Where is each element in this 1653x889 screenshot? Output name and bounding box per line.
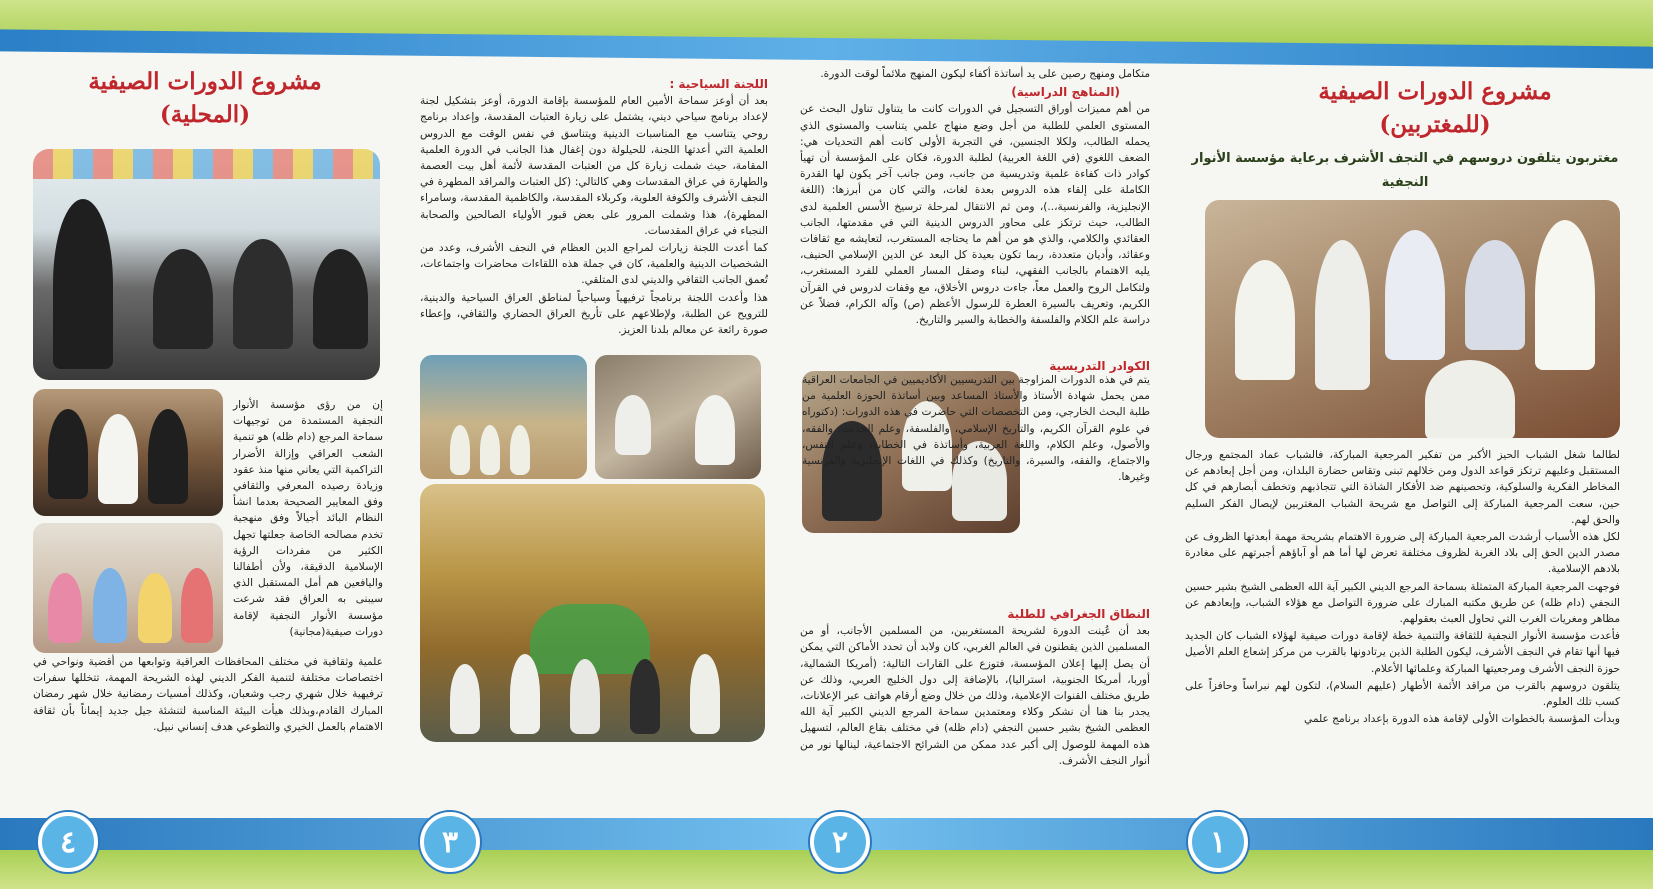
page4-wide-body: [33, 654, 383, 736]
page3-photo-group-mosque: [420, 355, 587, 479]
page1-paragraph: لطالما شغل الشباب الحيز الأكبر من تفكير المرجعية المباركة، فالشباب عماد المجتمع ورجال المستقبل وعليهم ترتكز قواعد الدول ومن خلالهم تبنى وتقاس حضارة البلدان، ومن أجل إبعادهم عن المخاطر الفكرية والسلوكية، وتحصينهم ضد الأفكار الشاذة التي تتجاذبهم وتخطف أبصارهم في كل حين، سعت المرجعية المباركة إلى التواصل مع شريحة الشباب المغتربين لإيصال الفكر السليم والحق لهم.: [1185, 449, 1620, 526]
page2-geography-text: بعد أن عُينت الدورة لشريحة المستغربين، من المسلمين الأجانب، أو من المسلمين الذين يقطنون في العالم الغربي، كان ولابد أن تحدد الأماكن التي يمكن أن يصل إليها إعلان المؤسسة، فتوزع على القارات التالية: (أمريكا الشمالية، أوربا، أمريكا الجنوبية، استراليا)، بالإضافة إلى دول الخليج العربي، وذلك عن طريق مختلف القنوات الإعلامية، وذلك من خلال وضع أرقام هواتف عبر الإعلانات، يجدر بنا هنا أن نشكر وكلاء ومعتمدين سماحة المرجع الديني الكبير آية الله العظمى الشيخ بشير حسين النجفي (دام ظله) في مختلف بقاع العالم، لتسهيل هذه المهمة للوصول إلى أكبر عدد ممكن من الشرائح الاجتماعية، لينالها نور من أنوار النجف الأشرف.: [800, 625, 1150, 767]
page1-paragraph: وبدأت المؤسسة بالخطوات الأولى لإقامة هذه الدورة بإعداد برنامج علمي: [1304, 713, 1620, 726]
page2-staff-body: [802, 372, 1150, 486]
page2-curriculum-text: من أهم مميزات أوراق التسجيل في الدورات كانت ما يتناول تناول البحث عن المستوى العلمي للطلبة من أجل وضع منهاج علمي يتناسب والمستوى الذي يحمله الطالب، ولكلا الجنسين، في التجربة الأولى كانت أهم التحديات هي: الضعف اللغوي (في اللغة العربية) لطلبة الدورة، فكان على المؤسسة أن تهيأ كوادر ذات كفاءة علمية وتدريسية من جانب، ومن جانب آخر يكون لها القدرة الكاملة على إلقاء هذه الدروس بعدة لغات، والتي كان من أبرزها: (اللغة الإنجليزية، والفرنسية،..)، ومن ثم الانتقال لمرحلة ترسيخ الأسس العلمية لدى الطالب، حيث ترتكز على محاور الدروس الدينية التي في مقدمتها، الجانب العقائدي والكلامي، والذي هو من أهم ما يحتاجه المستغرب، لتعايشه مع ثقافات وعقائد، وأديان متعددة، ربما تكون بعيدة كل البعد عن الدين الإسلامي الحنيف، يليه الاهتمام بالجانب الفقهي، لبناء وصقل المسار العملي للفرد المستغرب، ولتكامل الروح والعمل معاً، جاءت دروس الأخلاق، مع وقفات لدروس في القرآن الكريم، وتعريف بالسيرة العطرة للرسول الأعظم (ص) وآله الكرام، فضلاً عن دراسة علم الكلام والفلسفة والخطابة والسير والتاريخ.: [800, 103, 1150, 327]
page2-heading-staff: الكوادر التدريسية: [1049, 359, 1150, 373]
page4-title-line1: مشروع الدورات الصيفية: [88, 68, 322, 95]
page4-photo-girls-group: [33, 389, 223, 516]
page3-paragraph: بعد أن أوعز سماحة الأمين العام للمؤسسة بإقامة الدورة، أوعز بتشكيل لجنة لإعداد برنامج سياحي ديني، يشتمل على زيارة العتبات المقدسة، وإعداد برنامج روحي يتناسب مع المناسبات الدينية ويتناسق في نفس الوقت مع الدروس العلمية التي أعدتها اللجنة، للحيلولة دون إغفال هذا الجانب في الدورة العلمية المقامة، حيث شملت زيارة كل من العتبات المقدسة لأئمة أهل بيت العصمة والطهارة في عراق المقدسات وهي كالتالي: (كل العتبات والمراقد المطهرة في النجف الأشرف والكوفة العلوية، وكربلاء المقدسة، والكاظمية المقدسة، وسامراء المطهرة)، هذا وشملت المرور على بعض قبور الأولياء الصالحين والصحابة النجباء في عراق المقدسات.: [420, 95, 768, 237]
page4-title: [40, 66, 370, 132]
page2-heading-geography: النطاق الجغرافي للطلبة: [1007, 607, 1150, 621]
page3-paragraph: كما أعدت اللجنة زيارات لمراجع الدين العظام في النجف الأشرف، وعدد من الشخصيات الدينية والعلمية، كان في جملة هذه اللقاءات محاضرات واجتماعات، تُعمق الجانب الثقافي والديني لدى المتلقي.: [420, 242, 768, 287]
page1-paragraph: فأعدت مؤسسة الأنوار النجفية للثقافة والتنمية خطة لإقامة دورات صيفية لهؤلاء الشباب كان الجديد فيها أنها تقام في النجف الأشرف، ليكون الطلبة الذين يرتادونها بالقرب من مركز إشعاع العلم الأصيل حوزة النجف الأشرف ومرجعيتها المباركة وعلمائها الأعلام.: [1185, 630, 1620, 675]
page2-intro: متكامل ومنهج رصين على يد أساتذة أكفاء ليكون المنهج ملائماً لوقت الدورة.: [820, 68, 1150, 80]
page1-title-line2: (للمغتربين): [1379, 111, 1491, 138]
page1-subtitle: مغتربون يتلقون دروسهم في النجف الأشرف برعاية مؤسسة الأنوار النجفية: [1191, 151, 1619, 190]
page3-top: [420, 74, 768, 339]
page2-bottom: [800, 604, 1150, 770]
page3-heading-tourism: اللجنة السياحية :: [669, 77, 768, 91]
page4-photo-girls-classroom: [33, 149, 380, 380]
page1-body: [1185, 447, 1620, 728]
page4-narrow-body: [233, 397, 383, 641]
page4-wide-text: علمية وثقافية في مختلف المحافظات العراقية وتوابعها من أقضية ونواحي في اختصاصات مختلفة لتنمية الفكر الديني لهذه الشريحة المهمة، تتخللها سفرات ترفيهية خلال شهري رجب وشعبان، وكذلك أمسيات رمضانية خلال شهر رمضان المبارك القادم،وبذلك هيأت البيئة المناسبة لتنشئة جيل جديد إيماناً بأن ثقافة الاهتمام بالعمل الخيري والتطوعي هدف إنساني نبيل.: [33, 656, 383, 733]
page4-title-line2: (المحلية): [159, 101, 251, 128]
page1-photo-students-circle: [1205, 200, 1620, 438]
page4-photo-children: [33, 523, 223, 653]
page2-heading-curriculum: (المناهج الدراسية): [1011, 85, 1120, 100]
page3-paragraph: هذا وأعدت اللجنة برنامجاً ترفيهياً وسياحياً لمناطق العراق السياحية والدينية، للترويح عن الطلبة، ولإطلاعهم على تأريخ العراق الحضاري والثقافي، وإعطاء صورة رائعة عن معالم بلدنا العزيز.: [420, 291, 768, 337]
page1-paragraph: لكل هذه الأسباب أرشدت المرجعية المباركة إلى ضرورة الاهتمام بشريحة مهمة أبعدتها الظروف عن مصدر الدين الحق إلى بلاد الغربة لظروف مختلفة تعرض لها أما هم أو آباؤهم أجبرتهم على مغادرة بلادهم الإسلامية.: [1185, 531, 1620, 576]
page3-photo-shrine: [420, 484, 765, 742]
page1-paragraph: يتلقون دروسهم بالقرب من مراقد الأئمة الأطهار (عليهم السلام)، لتكون لهم نبراساً وحافزاً على كسب تلك العلوم.: [1185, 679, 1620, 709]
page-number-2: ٢: [810, 812, 870, 872]
page1-title-line1: مشروع الدورات الصيفية: [1318, 78, 1552, 105]
page3-photo-dinner: [595, 355, 761, 479]
page2-staff-text: يتم في هذه الدورات المزاوجة بين التدريسيين الأكاديميين في الجامعات العراقية ممن يحمل شهادة الأستاذ والأستاذ المساعد وبين أساتذة الحوزة العلمية من طلبة البحث الخارجي، ومن التخصصات التي حاضرت في هذه الدورات: (دكتوراه في علوم القرآن الكريم، والتاريخ الإسلامي، والفلسفة، وعلم الحديث، والفقه، والأصول، وعلم الكلام، واللغة العربية، وأساتذة في الخطابة، وعلم النفس، والاجتماع، والفقه، والسيرة، والتاريخ) وكذلك في اللغات الإنجليزية والفرنسية وغيرها.: [802, 374, 1150, 484]
page2-top: [800, 66, 1150, 329]
page4-narrow-text: إن من رؤى مؤسسة الأنوار النجفية المستمدة من توجيهات سماحة المرجع (دام ظله) هو تنمية الشعب العراقي وإزالة الأضرار التراكمية التي يعاني منها منذ عقود وزيادة رصيده المعرفي والثقافي وفق المعايير الصحيحة بعدما انشأ النظام البائد أجيالاً وفق منهجية تخدم مصالحه الخاصة جعلتها تجهل الكثير من مفردات الرؤية الإسلامية الدقيقة، ولأن أطفالنا واليافعين هم أمل المستقبل الذي سيبنى به العراق فقد شرعت مؤسسة الأنوار النجفية لإقامة دورات صيفية(مجانية): [233, 399, 383, 638]
page1-paragraph: فوجهت المرجعية المباركة المتمثلة بسماحة المرجع الديني الكبير آية الله العظمى الشيخ بشير حسين النجفي (دام ظله) عن طريق مكتبه المبارك على ضرورة التواصل مع هؤلاء الشباب، وإبعادهم عن مظاهر ومغريات الغرب التي تحاول العبث بعقولهم.: [1185, 580, 1620, 626]
page-number-3: ٣: [420, 812, 480, 872]
page-number-1: ١: [1188, 812, 1248, 872]
page1-title: [1250, 76, 1620, 142]
page-number-4: ٤: [38, 812, 98, 872]
